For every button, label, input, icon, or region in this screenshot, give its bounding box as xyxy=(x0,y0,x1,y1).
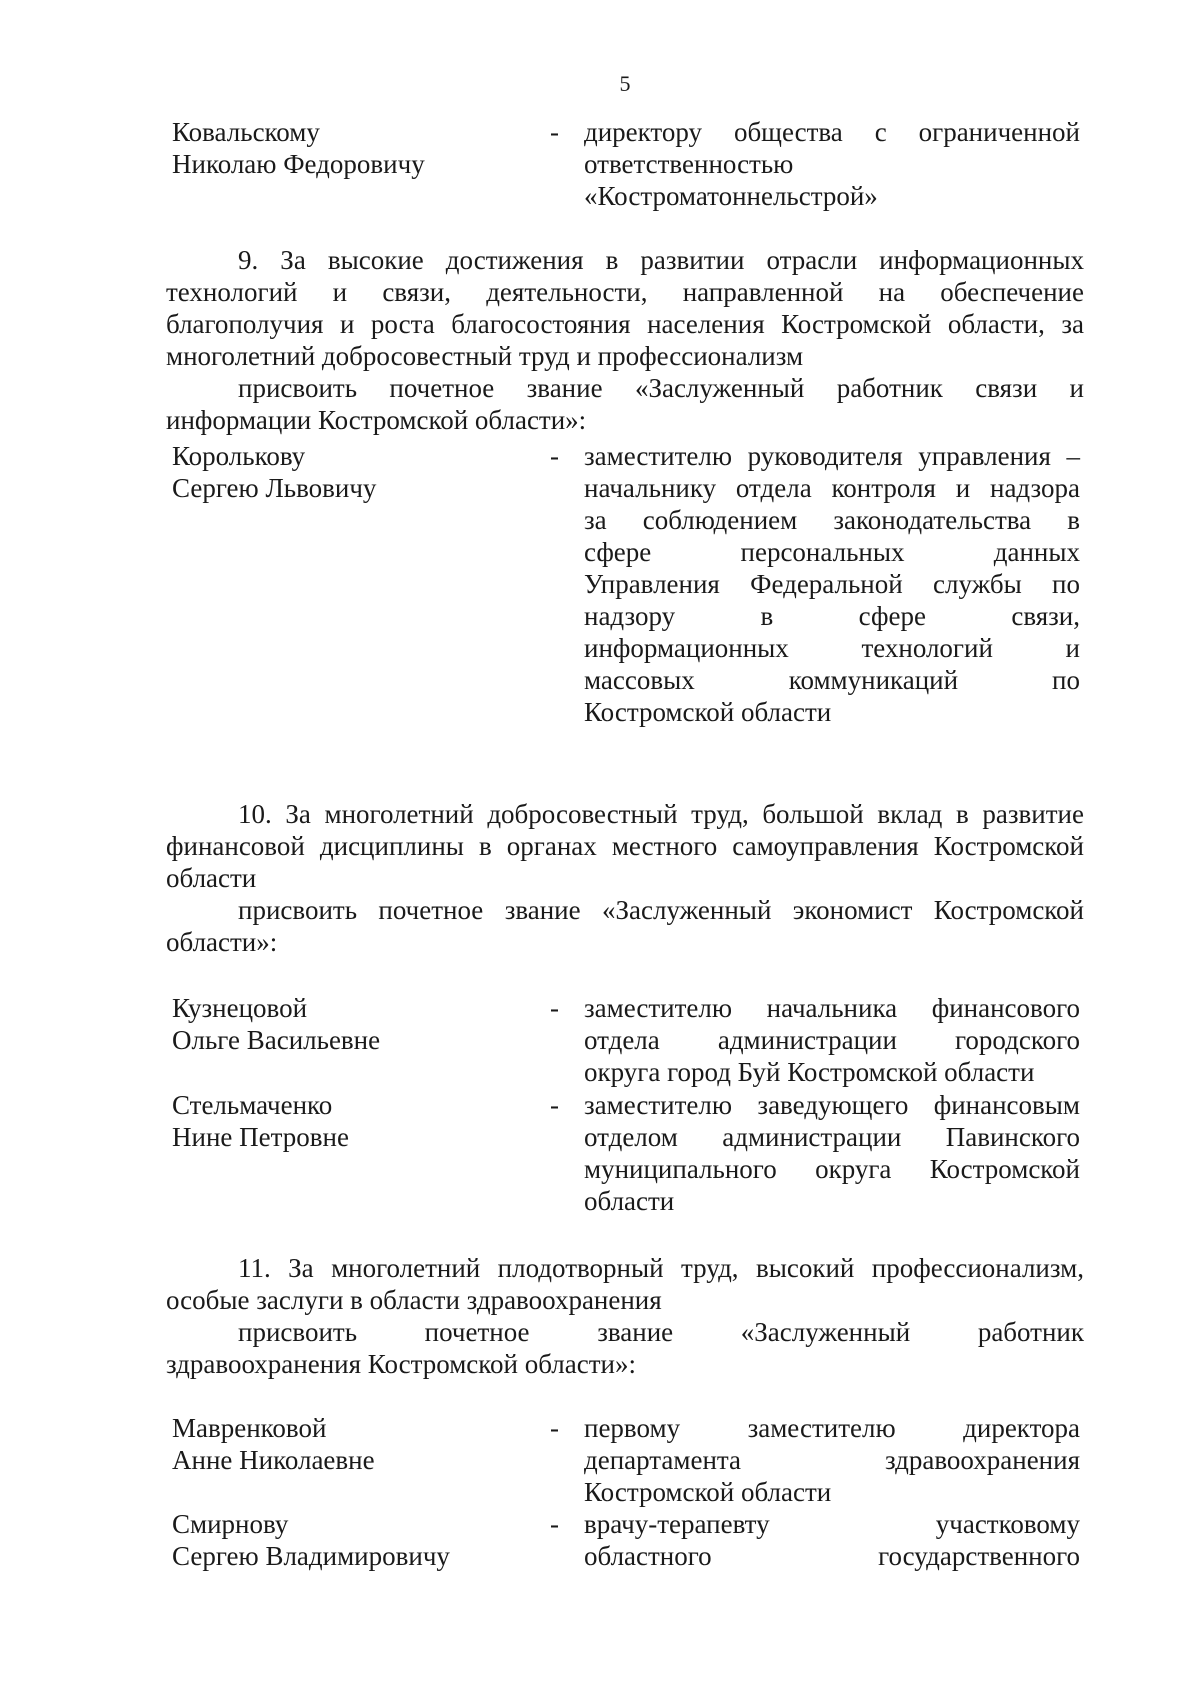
dash: - xyxy=(550,1413,559,1443)
award-title: присвоить почетное звание «Заслуженный экономист Костромской xyxy=(238,895,1084,925)
recipient-name: Кузнецовой Ольге Васильевне xyxy=(172,993,381,1055)
page-number: 5 xyxy=(619,71,631,96)
recipient-name: Стельмаченко Нине Петровне xyxy=(172,1090,349,1152)
award-title: присвоить почетное звание «Заслуженный работник xyxy=(238,1317,1084,1347)
recipient-position: врачу-терапевту участковому областного государственного xyxy=(584,1509,1080,1571)
award-title: присвоить почетное звание «Заслуженный работник связи и xyxy=(238,373,1084,403)
recipient-name: Королькову Сергею Львовичу xyxy=(172,441,377,503)
recipient-name: Ковальскому Николаю Федоровичу xyxy=(172,117,425,179)
dash: - xyxy=(550,1090,559,1120)
recipient-position: заместителю начальника финансового отдела администрации городского округа город Буй Костромской области xyxy=(584,993,1080,1087)
recipient-position: заместителю заведующего финансовым отделом администрации Павинского муниципального округа Костромской области xyxy=(584,1090,1080,1216)
recipient-name: Мавренковой Анне Николаевне xyxy=(172,1413,375,1475)
dash: - xyxy=(550,993,559,1023)
paragraph-10: 10. За многолетний добросовестный труд, большой вклад в развитие финансовой дисциплины в органах местного самоуправления Костромской области присвоить почетное звание «Заслуженный экономист Костромской области»: xyxy=(166,799,1084,957)
recipient-position: заместителю руководителя управления – начальнику отдела контроля и надзора за соблюдением законодательства в сфере персональных данных Управления Федеральной службы по надзору в сфере связи, информационных технологий и массовых коммуникаций по Костромской области xyxy=(584,441,1080,727)
recipient-position: первому заместителю директора департамента здравоохранения Костромской области xyxy=(584,1413,1080,1507)
paragraph-9: 9. За высокие достижения в развитии отрасли информационных технологий и связи, деятельности, направленной на обеспечение благополучия и роста благосостояния населения Костромской области, за многолетний добросовестный труд и профессионализм присвоить почетное звание «Заслуженный работник связи и информации Костромской области»: xyxy=(166,245,1084,435)
recipient-name: Смирнову Сергею Владимировичу xyxy=(172,1509,450,1571)
dash: - xyxy=(550,117,559,147)
dash: - xyxy=(550,441,559,471)
paragraph-11: 11. За многолетний плодотворный труд, высокий профессионализм, особые заслуги в области здравоохранения присвоить почетное звание «Заслуженный работник здравоохранения Костромской области»: xyxy=(166,1253,1084,1379)
recipient-position: директору общества с ограниченной ответственностью «Костроматоннельстрой» xyxy=(584,117,1080,211)
dash: - xyxy=(550,1509,559,1539)
